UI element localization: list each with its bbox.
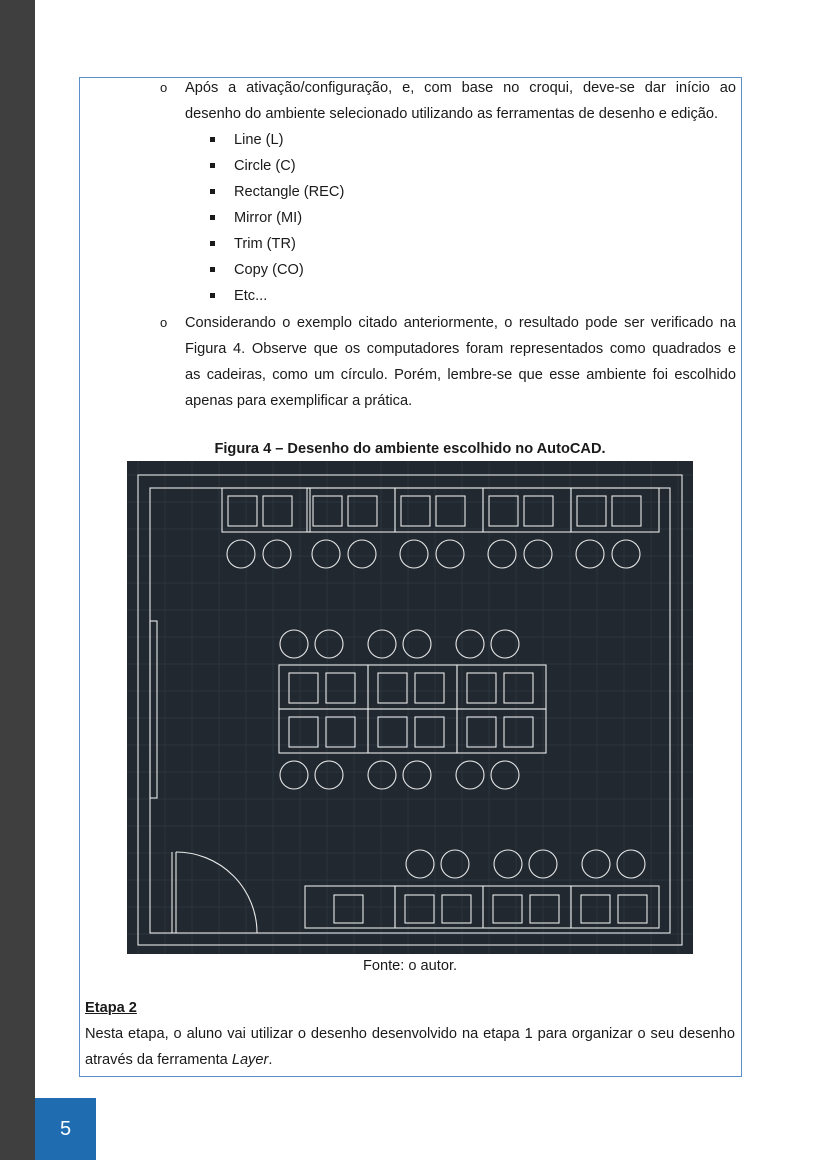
square-bullet-icon <box>210 137 215 142</box>
square-bullet-icon <box>210 241 215 246</box>
list-item-text: Considerando o exemplo citado anteriormente, o resultado pode ser verificado na Figura 4. Observe que os computadores foram representados como quadrados e as cadeiras, como um círculo. Porém, lembre-se que esse ambiente foi escolhido apenas para exemplificar a prática. <box>185 315 736 409</box>
circle-bullet: o <box>160 315 168 330</box>
autocad-drawing <box>127 461 693 954</box>
side-bar <box>0 0 35 1160</box>
page-number: 5 <box>35 1098 96 1160</box>
circle-bullet: o <box>160 80 168 95</box>
emphasis-layer: Layer <box>231 1052 269 1068</box>
square-bullet-icon <box>210 189 215 194</box>
figure-caption: Figura 4 – Desenho do ambiente escolhido no AutoCAD. <box>214 441 606 457</box>
square-bullet-icon <box>210 163 215 168</box>
section-heading: Etapa 2 <box>85 1000 137 1016</box>
square-bullet-icon <box>210 215 215 220</box>
square-bullet-icon <box>210 293 215 298</box>
square-bullet-icon <box>210 267 215 272</box>
section-paragraph: Nesta etapa, o aluno vai utilizar o desenho desenvolvido na etapa 1 para organizar o seu desenho através da ferramenta Layer. <box>85 1026 735 1068</box>
list-item-text: Após a ativação/configuração, e, com base no croqui, deve-se dar início ao desenho do ambiente selecionado utilizando as ferramentas de desenho e edição. <box>185 80 736 122</box>
figure-source: Fonte: o autor. <box>362 958 458 974</box>
